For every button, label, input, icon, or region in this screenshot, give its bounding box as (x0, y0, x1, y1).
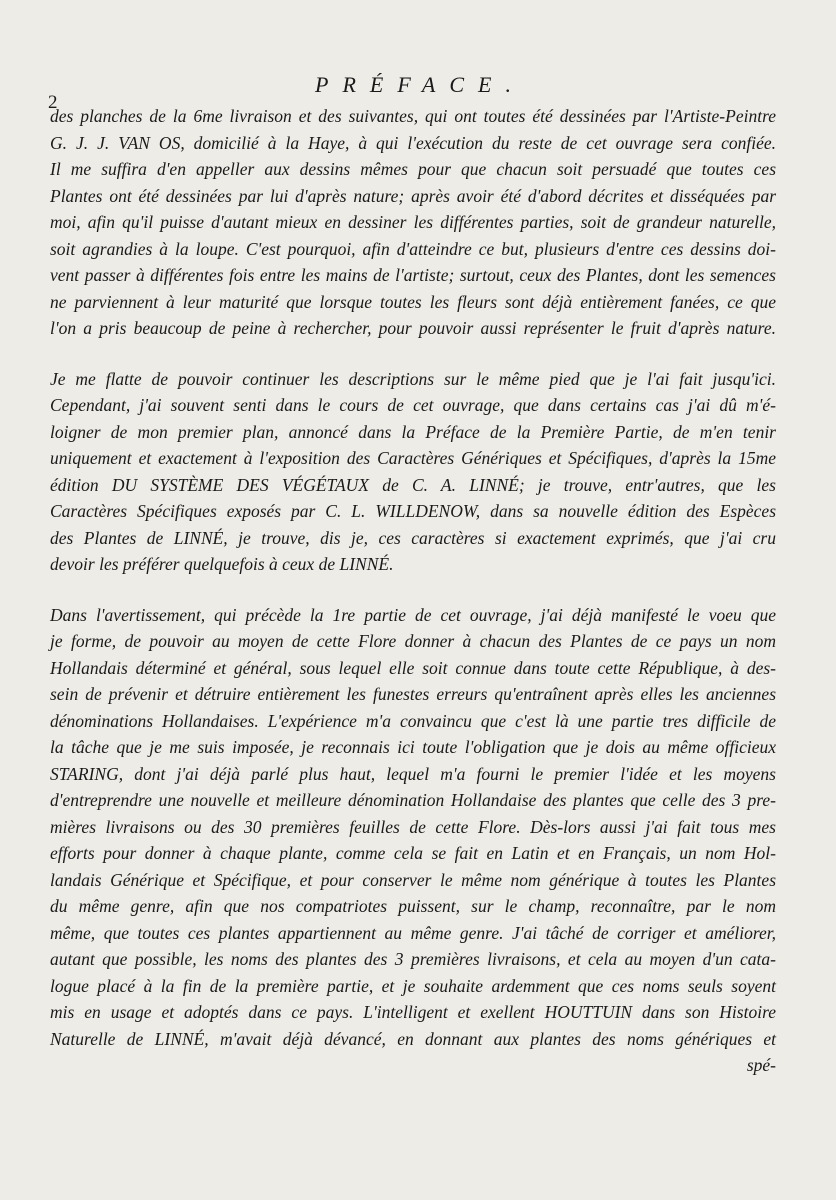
text-line: dénominations Hollandaises. L'expérience m'a convaincu que c'est là une partie tres difficile de (50, 710, 776, 731)
body-text (50, 103, 776, 1103)
text-line: Dans l'avertissement, qui précède la 1re partie de cet ouvrage, j'ai déjà manifesté le voeu que (50, 604, 776, 625)
text-line: STARING, dont j'ai déjà parlé plus haut, lequel m'a fourni le premier l'idée et les moyens (50, 763, 776, 784)
text-line: Il me suffira d'en appeller aux dessins mêmes pour que chacun soit persuadé que toutes ces (50, 159, 776, 179)
text-line: je forme, de pouvoir au moyen de cette Flore donner à chacun des Plantes de ce pays un nom (50, 631, 776, 651)
text-line: d'entreprendre une nouvelle et meilleure dénomination Hollandaise des plantes que celle des 3 pre- (50, 790, 776, 810)
text-line: Caractères Spécifiques exposés par C. L. WILLDENOW, dans sa nouvelle édition des Espèces (50, 501, 776, 521)
text-line: Je me flatte de pouvoir continuer les descriptions sur le même pied que je l'ai fait jusqu'ici. (50, 368, 776, 389)
text-line: des Plantes de LINNÉ, je trouve, dis je, ces caractères si exactement exprimés, que j'ai cru (50, 527, 776, 548)
paragraph-1 (50, 103, 776, 342)
text-line: logue placé à la fin de la première partie, et je souhaite ardemment que ces noms seuls soyent (50, 975, 776, 996)
text-line: Hollandais déterminé et général, sous lequel elle soit connue dans toute cette République, à des- (50, 657, 776, 678)
text-line: G. J. J. VAN OS, domicilié à la Haye, à qui l'exécution du reste de cet ouvrage sera confiée. (50, 132, 776, 153)
catchword: spé- (746, 1055, 776, 1075)
text-line: des planches de la 6me livraison et des suivantes, qui ont toutes été dessinées par l'Artiste-Peintre (50, 106, 776, 126)
text-line: Cependant, j'ai souvent senti dans le cours de cet ouvrage, que dans certains cas j'ai dû m'é- (50, 395, 776, 415)
page-number: 2 (48, 92, 58, 113)
text-line: vent passer à différentes fois entre les mains de l'artiste; surtout, ceux des Plantes, dont les semences (50, 265, 776, 285)
text-line: l'on a pris beaucoup de peine à rechercher, pour pouvoir aussi représenter le fruit d'après nature. (50, 318, 776, 338)
text-line: devoir les préférer quelquefois à ceux de LINNÉ. (50, 554, 394, 574)
text-line: efforts pour donner à chaque plante, comme cela se fait en Latin et en Français, un nom Hol- (50, 843, 776, 863)
text-line: ne parviennent à leur maturité que lorsque toutes les fleurs sont déjà entièrement fanées, ce que (50, 291, 776, 312)
text-line: édition DU SYSTÈME DES VÉGÉTAUX de C. A. LINNÉ; je trouve, entr'autres, que les (50, 474, 776, 495)
text-line: mières livraisons ou des 30 premières feuilles de cette Flore. Dès-lors aussi j'ai fait tous mes (50, 816, 776, 837)
text-line: uniquement et exactement à l'exposition des Caractères Génériques et Spécifiques, d'après la 15me (50, 448, 776, 468)
text-line: moi, afin qu'il puisse d'autant mieux en dessiner les différentes parties, soit de grandeur naturelle, (50, 212, 776, 232)
text-line: loigner de mon premier plan, annoncé dans la Préface de la Première Partie, de m'en tenir (50, 421, 776, 442)
text-line: landais Générique et Spécifique, et pour conserver le même nom générique à toutes les Plantes (50, 869, 776, 890)
text-line: même, que toutes ces plantes appartiennent au même genre. J'ai tâché de corriger et améliorer, (50, 922, 776, 943)
text-line: Naturelle de LINNÉ, m'avait déjà dévancé, en donnant aux plantes des noms génériques et (50, 1028, 776, 1049)
text-line: sein de prévenir et détruire entièrement les funestes erreurs qu'entraînent après elles les anciennes (50, 684, 776, 704)
text-line: mis en usage et adoptés dans ce pays. L'intelligent et exellent HOUTTUIN dans son Histoire (50, 1002, 776, 1022)
paragraph-3 (50, 602, 776, 1079)
text-line: soit agrandies à la loupe. C'est pourquoi, afin d'atteindre ce but, plusieurs d'entre ces dessins doi- (50, 238, 776, 259)
text-line: autant que possible, les noms des plantes des 3 premières livraisons, et cela au moyen d'un cata- (50, 949, 776, 969)
paragraph-2 (50, 366, 776, 578)
running-head: PRÉFACE. (315, 72, 525, 97)
text-line: du même genre, afin que nos compatriotes puissent, sur le champ, reconnaître, par le nom (50, 896, 776, 916)
text-line: Plantes ont été dessinées par lui d'après nature; après avoir été d'abord décrites et disséquées par (50, 185, 776, 206)
text-line: la tâche que je me suis imposée, je reconnais ici toute l'obligation que je dois au même officieux (50, 737, 776, 757)
